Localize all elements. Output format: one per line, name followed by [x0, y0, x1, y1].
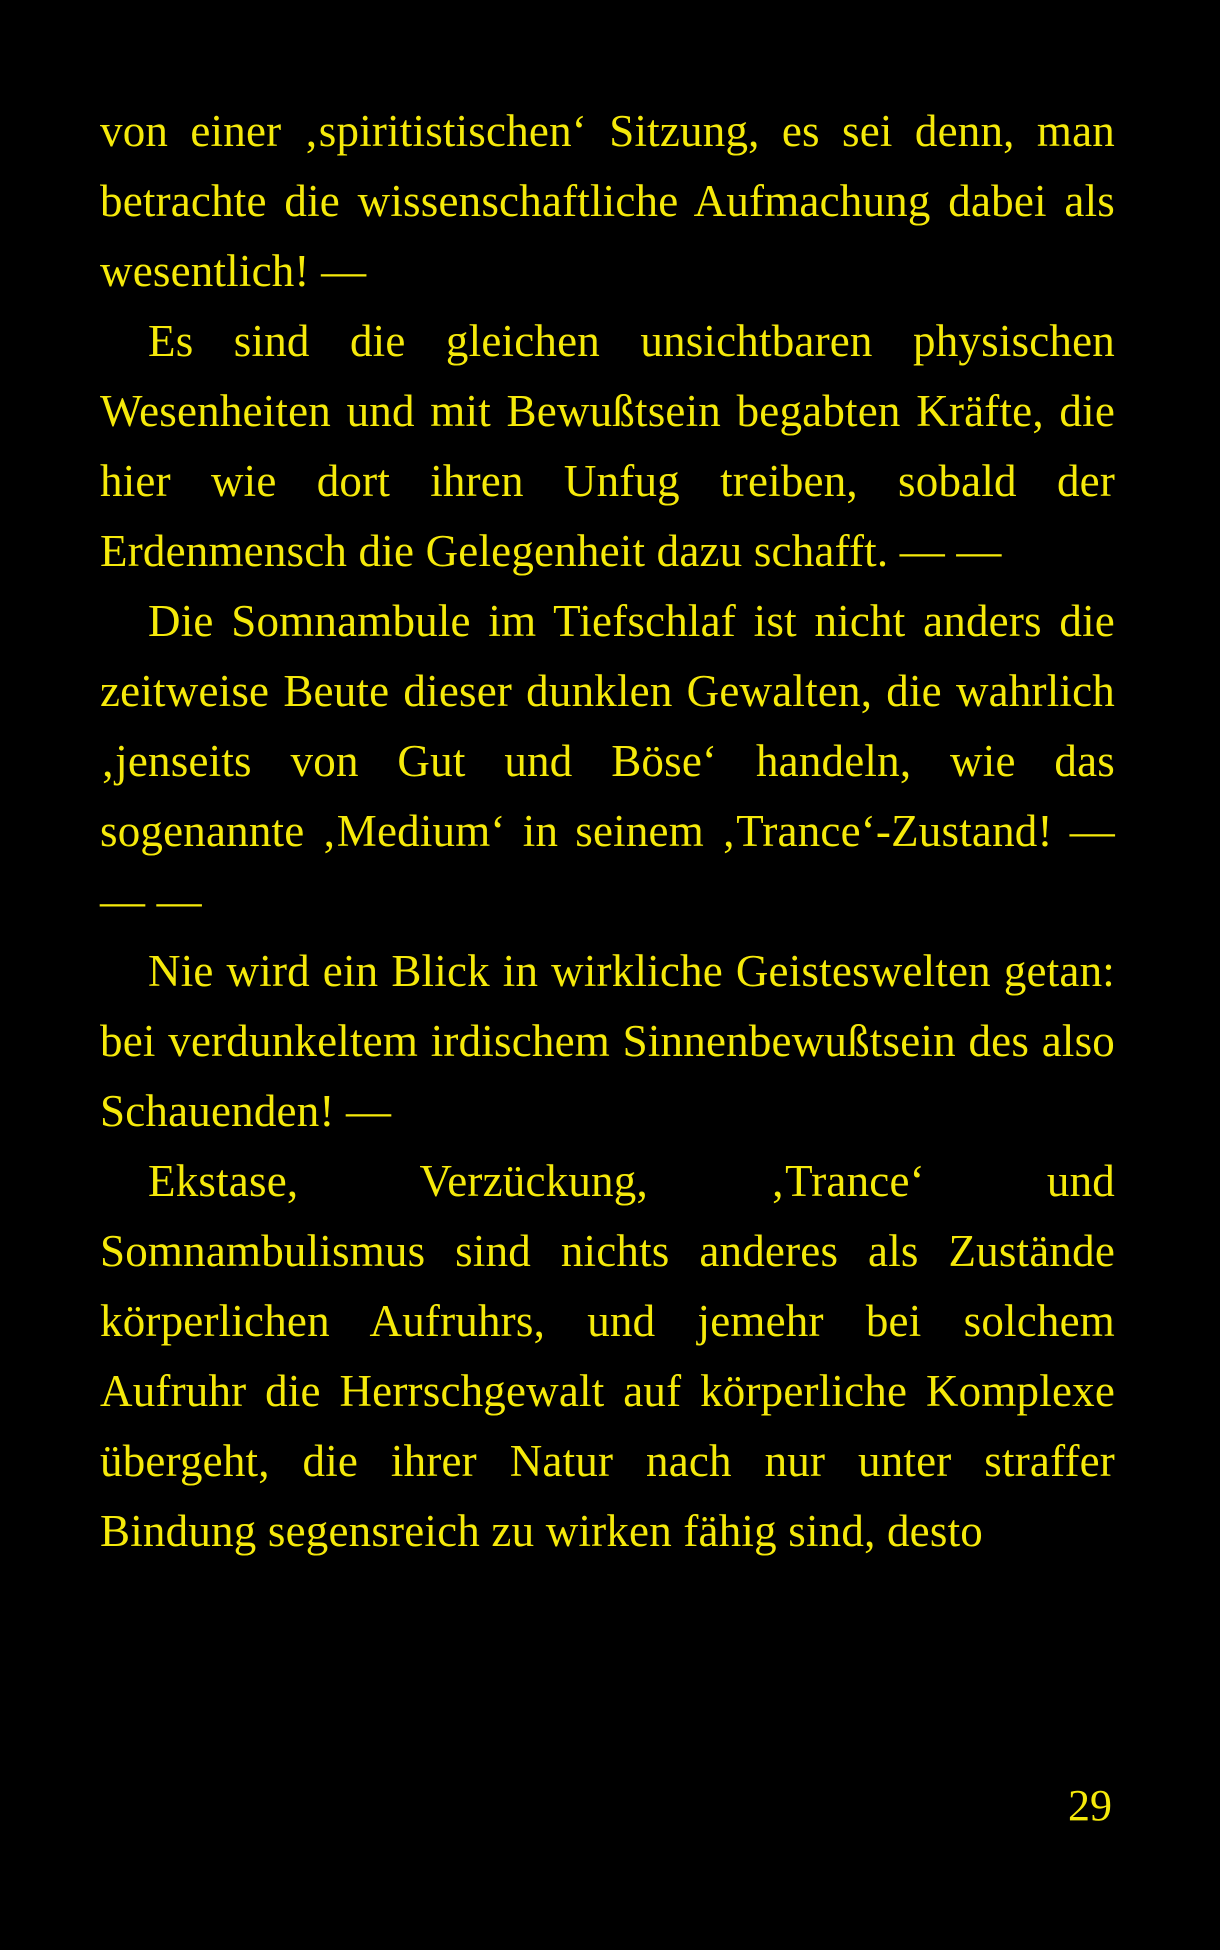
paragraph-1: von einer ‚spiritistischen‘ Sitzung, es sei denn, man betrachte die wissenschaftliche Aufmachung dabei als wesentlich! — [100, 106, 1115, 296]
paragraph-2: Es sind die gleichen unsichtbaren physischen Wesenheiten und mit Bewußtsein begabten Kräfte, die hier wie dort ihren Unfug treiben, sobald der Erdenmensch die Gelegenheit dazu schafft. — — [100, 316, 1115, 576]
page-number: 29 [1068, 1781, 1112, 1830]
page-text-column [100, 96, 1115, 1566]
paragraph-5: Ekstase, Verzückung, ‚Trance‘ und Somnambulismus sind nichts anderes als Zustände körperlichen Aufruhrs, und jemehr bei solchem Aufruhr die Herrschgewalt auf körperliche Komplexe übergeht, die ihrer Natur nach nur unter straffer Bindung segensreich zu wirken fähig sind, desto [100, 1156, 1115, 1556]
paragraph-4: Nie wird ein Blick in wirkliche Geisteswelten getan: bei verdunkeltem irdischem Sinnenbewußtsein des also Schauenden! — [100, 946, 1115, 1136]
paragraph-3: Die Somnambule im Tiefschlaf ist nicht anders die zeitweise Beute dieser dunklen Gewalten, die wahrlich ‚jenseits von Gut und Böse‘ handeln, wie das sogenannte ‚Medium‘ in seinem ‚Trance‘-Zustand! — — — [100, 596, 1115, 926]
